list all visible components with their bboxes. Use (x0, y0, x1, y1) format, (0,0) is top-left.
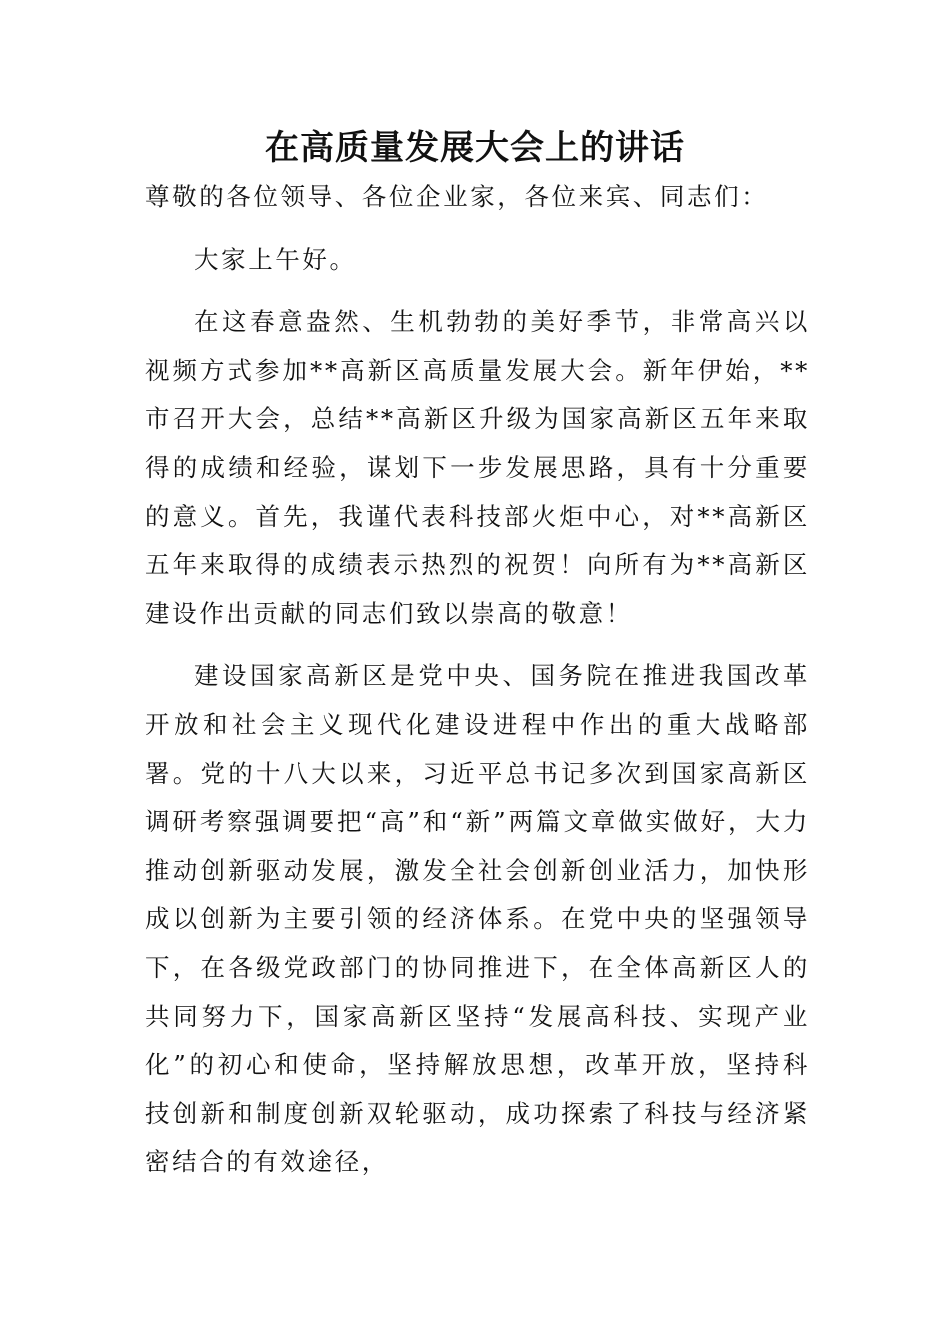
salutation: 尊敬的各位领导、各位企业家，各位来宾、同志们： (145, 182, 769, 211)
paragraph-1: 在这春意盎然、生机勃勃的美好季节，非常高兴以视频方式参加**高新区高质量发展大会。新年伊始，**市召开大会，总结**高新区升级为国家高新区五年来取得的成绩和经验，谋划下一步发展思路，具有十分重要的意义。首先，我谨代表科技部火炬中心，对**高新区五年来取得的成绩表示热烈的祝贺！向所有为**高新区建设作出贡献的同志们致以崇高的敬意！ (145, 307, 810, 628)
greeting: 大家上午好。 (194, 244, 357, 274)
document-body (145, 173, 810, 1187)
document-title: 在高质量发展大会上的讲话 (265, 128, 685, 168)
paragraph-2: 建设国家高新区是党中央、国务院在推进我国改革开放和社会主义现代化建设进程中作出的重大战略部署。党的十八大以来，习近平总书记多次到国家高新区调研考察强调要把“高”和“新”两篇文章做实做好，大力推动创新驱动发展，激发全社会创新创业活力，加快形成以创新为主要引领的经济体系。在党中央的坚强领导下，在各级党政部门的协同推进下，在全体高新区人的共同努力下，国家高新区坚持“发展高科技、实现产业化”的初心和使命，坚持解放思想，改革开放，坚持科技创新和制度创新双轮驱动，成功探索了科技与经济紧密结合的有效途径， (145, 661, 810, 1177)
